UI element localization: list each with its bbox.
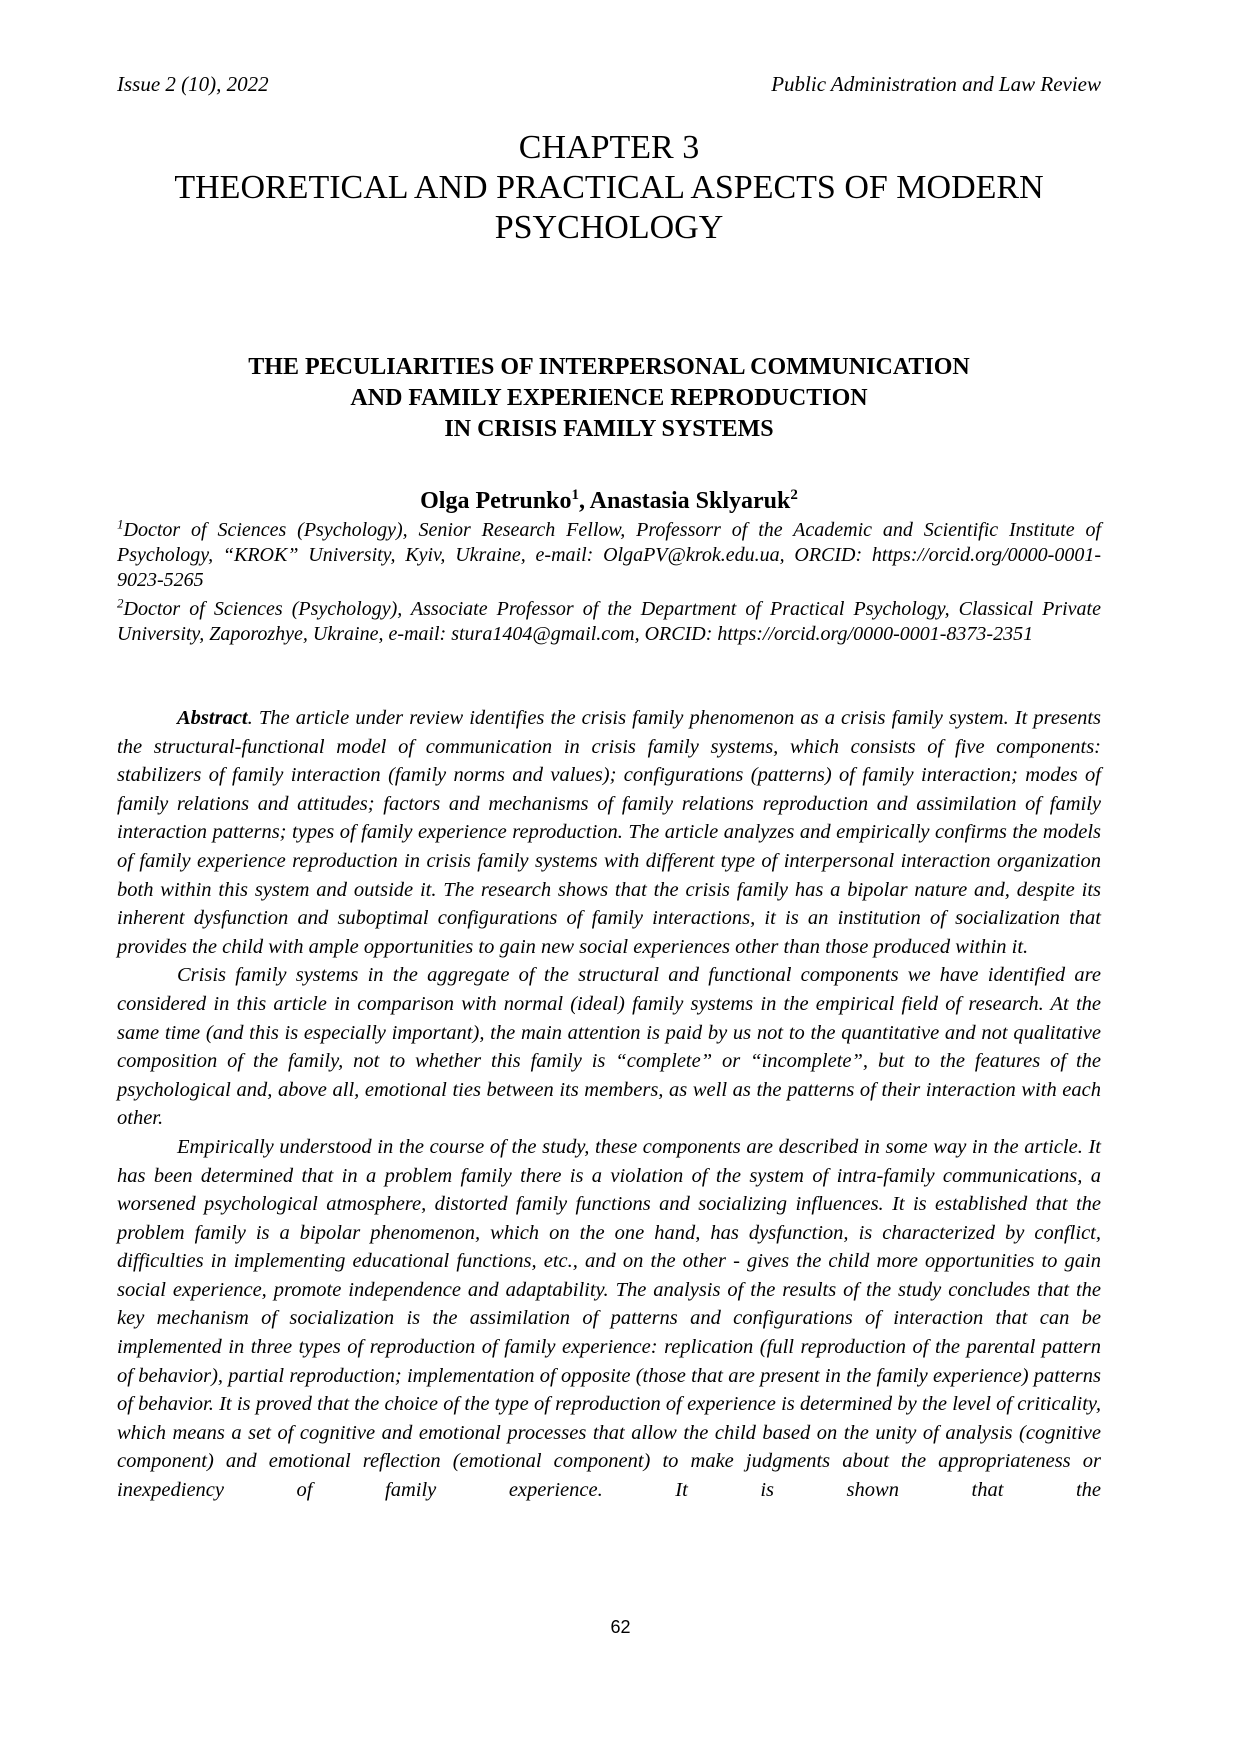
issue-label: Issue 2 (10), 2022 [117,72,269,96]
abstract-paragraph-1 [117,704,1101,961]
page-number: 62 [610,1617,631,1637]
abstract-label: Abstract [177,707,248,729]
abstract-paragraph-2: Crisis family systems in the aggregate of the structural and functional components we have identified are considered in this article in comparison with normal (ideal) family systems in the empirical field of research. At the same time (and this is especially important), the main attention is paid by us not to the quantitative and not qualitative composition of the family, not to whether this family is “complete” or “incomplete”, but to the features of the psychological and, above all, emotional ties between its members, as well as the patterns of their interaction with each other. [117,964,1101,1130]
article-title [117,352,1101,445]
affiliation-mark: 1 [117,516,124,532]
abstract-section [117,704,1101,1505]
article-title-line-1: THE PECULIARITIES OF INTERPERSONAL COMMUNICATION [248,354,970,380]
chapter-number: CHAPTER 3 [518,129,700,166]
chapter-title-line-1: THEORETICAL AND PRACTICAL ASPECTS OF MODERN [174,169,1044,206]
abstract-paragraph-3: Empirically understood in the course of the study, these components are described in some way in the article. It has been determined that in a problem family there is a violation of the system of intra-family communications, a worsened psychological atmosphere, distorted family functions and socializing influences. It is established that the problem family is a bipolar phenomenon, which on the one hand, has dysfunction, is characterized by conflict, difficulties in implementing educational functions, etc., and on the other - gives the child more opportunities to gain social experience, promote independence and adaptability. The analysis of the results of the study concludes that the key mechanism of socialization is the assimilation of patterns and configurations of interaction that can be implemented in three types of reproduction of family experience: replication (full reproduction of the parental pattern of behavior), partial reproduction; implementation of opposite (those that are present in the family experience) patterns of behavior. It is proved that the choice of the type of reproduction of experience is determined by the level of criticality, which means a set of cognitive and emotional processes that allow the child based on the unity of analysis (cognitive component) and emotional reflection (emotional component) to make judgments about the appropriateness or inexpediency of family experience. It is shown that the [117,1135,1101,1502]
affiliation-text: Doctor of Sciences (Psychology), Associate Professor of the Department of Practical Psychology, Classical Private University, Zaporozhye, Ukraine, e-mail: stura1404@gmail.com, ORCID: https://orcid.org/0000-0001-8373-2351 [117,598,1101,645]
author-separator: , [578,488,590,514]
author-name: Olga Petrunko [420,488,572,514]
chapter-title-line-2: PSYCHOLOGY [494,209,724,246]
author-list [117,486,1101,516]
chapter-heading [117,128,1101,248]
affiliation-1 [117,518,1101,593]
author-affiliation-mark: 1 [571,487,579,503]
journal-name: Public Administration and Law Review [771,72,1101,96]
affiliation-2 [117,597,1101,647]
abstract-text: . The article under review identifies the crisis family phenomenon as a crisis family system. It presents the structural-functional model of communication in crisis family systems, which consists of five components: stabilizers of family interaction (family norms and values); configurations (patterns) of family interaction; modes of family relations and attitudes; factors and mechanisms of family relations reproduction and assimilation of family interaction patterns; types of family experience reproduction. The article analyzes and empirically confirms the models of family experience reproduction in crisis family systems with different type of interpersonal interaction organization both within this system and outside it. The research shows that the crisis family has a bipolar nature and, despite its inherent dysfunction and suboptimal configurations of family interactions, it is an institution of socialization that provides the child with ample opportunities to gain new social experiences other than those produced within it. [117,707,1101,958]
article-title-line-3: IN CRISIS FAMILY SYSTEMS [444,416,774,442]
affiliation-mark: 2 [117,595,124,611]
article-title-line-2: AND FAMILY EXPERIENCE REPRODUCTION [350,385,868,411]
running-header [117,72,1101,102]
affiliation-text: Doctor of Sciences (Psychology), Senior Research Fellow, Professorr of the Academic and Scientific Institute of Psychology, “KROK” University, Kyiv, Ukraine, e-mail: OlgaPV@krok.edu.ua, ORCID: https://orcid.org/0000-0001-9023-5265 [117,519,1101,591]
author-name: Anastasia Sklyaruk [589,488,791,514]
author-affiliation-mark: 2 [790,487,798,503]
